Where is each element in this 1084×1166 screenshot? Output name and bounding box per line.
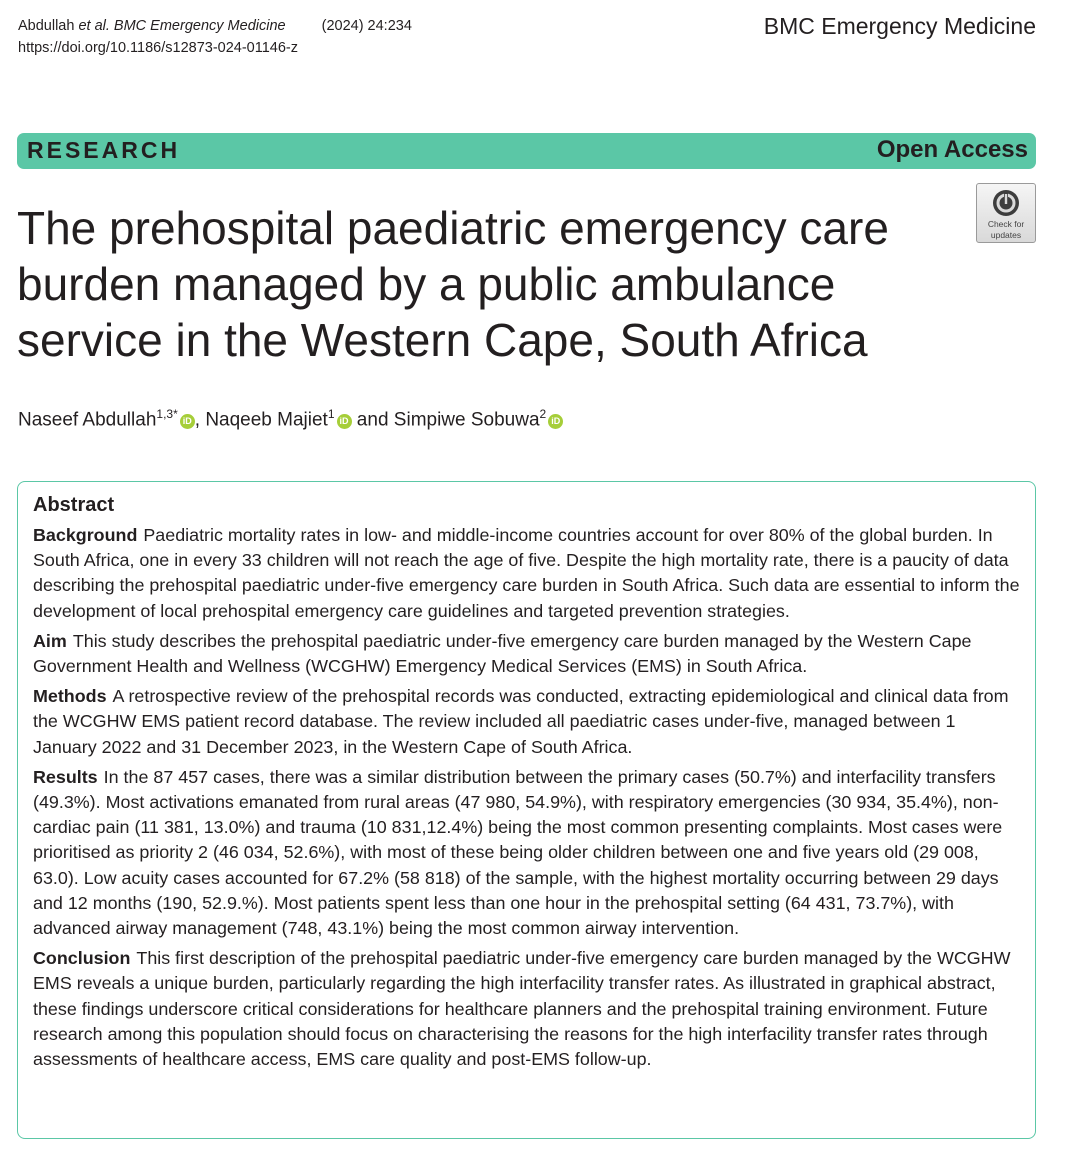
citation-etal: et al. bbox=[78, 18, 110, 34]
citation-authors: Abdullah bbox=[18, 18, 79, 34]
abstract-results bbox=[33, 765, 1023, 941]
abstract-methods bbox=[33, 684, 1023, 760]
check-updates-icon bbox=[991, 188, 1021, 218]
check-updates-line2: updates bbox=[990, 230, 1022, 240]
citation-line bbox=[18, 15, 412, 37]
section-label: Conclusion bbox=[33, 948, 131, 969]
check-updates-line1: Check for bbox=[987, 219, 1025, 229]
open-access-label: Open Access bbox=[876, 136, 1028, 163]
author-name[interactable]: Naseef Abdullah bbox=[18, 409, 157, 431]
author-affiliation: 1,3* bbox=[156, 407, 178, 421]
author-affiliation: 1 bbox=[327, 407, 335, 421]
check-for-updates-button[interactable] bbox=[976, 183, 1036, 243]
section-label: Methods bbox=[33, 686, 107, 707]
abstract-box bbox=[17, 481, 1036, 1139]
section-text: Paediatric mortality rates in low- and middle-income countries account for over 80% of the global burden. In South Africa, one in every 33 children will not reach the age of five. Despite the high mortality rate, there is a paucity of data describing the prehospital paediatric under-five emergency care burden in South Africa. Such data are essential to inform the development of local prehospital emergency care guidelines and targeted prevention strategies. bbox=[33, 525, 1020, 621]
section-label: Aim bbox=[33, 630, 67, 651]
author-name[interactable]: Simpiwe Sobuwa bbox=[393, 409, 540, 431]
abstract-heading: Abstract bbox=[33, 494, 115, 516]
author-separator: and bbox=[351, 409, 394, 431]
journal-name[interactable]: BMC Emergency Medicine bbox=[763, 13, 1036, 39]
article-type-label: RESEARCH bbox=[27, 137, 181, 163]
section-text: A retrospective review of the prehospital records was conducted, extracting epidemiological and clinical data from the WCGHW EMS patient record database. The review included all paediatric cases under-five, managed between 1 January 2022 and 31 December 2023, in the Western Cape of South Africa. bbox=[33, 686, 1009, 757]
section-text: This study describes the prehospital paediatric under-five emergency care burden managed by the Western Cape Government Health and Wellness (WCGHW) Emergency Medical Services (EMS) in South Africa. bbox=[33, 630, 972, 677]
abstract-conclusion bbox=[33, 946, 1023, 1072]
article-title: The prehospital paediatric emergency care burden managed by a public ambulance service in the Western Cape, South Africa bbox=[17, 202, 889, 366]
doi-link[interactable]: https://doi.org/10.1186/s12873-024-01146-z bbox=[18, 40, 298, 56]
section-text: This first description of the prehospital paediatric under-five emergency care burden managed by the WCGHW EMS reveals a unique burden, particularly regarding the high interfacility transfer rates. As illustrated in graphical abstract, these findings underscore critical considerations for healthcare planners and the prehospital training environment. Future research among this population should focus on characterising the reasons for the high interfacility transfer rates through assessments of healthcare access, EMS care quality and post-EMS follow-up. bbox=[33, 948, 1011, 1070]
author-name[interactable]: Naqeeb Majiet bbox=[205, 409, 328, 431]
section-label: Results bbox=[33, 766, 98, 787]
author-separator: , bbox=[194, 409, 206, 431]
section-label: Background bbox=[33, 525, 138, 545]
citation-header bbox=[18, 15, 412, 59]
citation-journal: BMC Emergency Medicine bbox=[109, 18, 286, 34]
orcid-icon[interactable]: iD bbox=[337, 414, 352, 429]
author-list bbox=[18, 407, 563, 431]
author-affiliation: 2 bbox=[539, 407, 547, 421]
orcid-icon[interactable]: iD bbox=[548, 414, 563, 429]
article-type-banner bbox=[17, 133, 1036, 169]
year-volume: (2024) 24:234 bbox=[321, 18, 412, 34]
section-text: In the 87 457 cases, there was a similar distribution between the primary cases (50.7%) and interfacility transfers (49.3%). Most activations emanated from rural areas (47 980, 54.9%), with respiratory emergencies (30 934, 35.4%), non-cardiac pain (11 381, 13.0%) and trauma (10 831,12.4%) being the most common presenting complaints. Most cases were prioritised as priority 2 (46 034, 52.6%), with most of these being older children between one and five years old (29 008, 63.0). Low acuity cases accounted for 67.2% (58 818) of the sample, with the highest mortality occurring between 29 days and 12 months (190, 52.9.%). Most patients spent less than one hour in the prehospital setting (64 431, 73.7%), with advanced airway management (748, 43.1%) being the most common airway intervention. bbox=[33, 766, 1003, 939]
abstract-aim bbox=[33, 629, 1023, 679]
orcid-icon[interactable]: iD bbox=[180, 414, 195, 429]
abstract-background bbox=[33, 523, 1023, 624]
